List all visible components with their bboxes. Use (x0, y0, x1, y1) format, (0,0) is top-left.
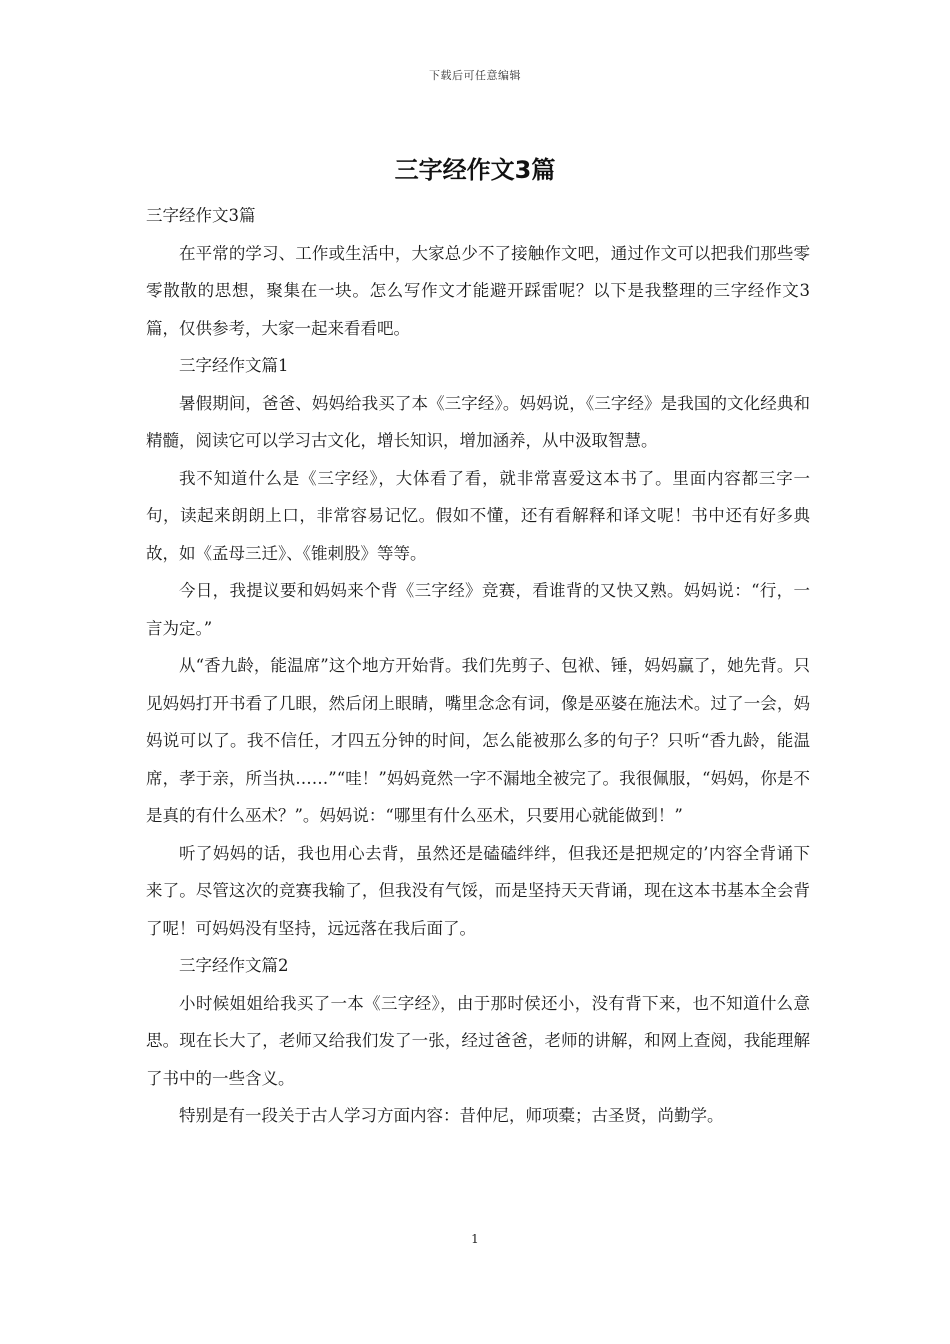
section-heading-2: 三字经作文篇2 (179, 956, 289, 975)
paragraph: 听了妈妈的话，我也用心去背，虽然还是磕磕绊绊，但我还是把规定的’内容全背诵下来了。尽管这次的竞赛我输了，但我没有气馁，而是坚持天天背诵，现在这本书基本全会背了呢！可妈妈没有坚持，远远落在我后面了。 (146, 843, 810, 938)
paragraph: 特别是有一段关于古人学习方面内容：昔仲尼，师项橐；古圣贤，尚勤学。 (179, 1106, 724, 1125)
paragraph: 暑假期间，爸爸、妈妈给我买了本《三字经》。妈妈说，《三字经》是我国的文化经典和精髓，阅读它可以学习古文化，增长知识，增加涵养，从中汲取智慧。 (146, 393, 810, 450)
paragraph: 小时候姐姐给我买了一本《三字经》，由于那时侯还小，没有背下来，也不知道什么意思。现在长大了，老师又给我们发了一张，经过爸爸，老师的讲解，和网上查阅，我能理解了书中的一些含义。 (146, 993, 810, 1088)
paragraph-intro: 在平常的学习、工作或生活中，大家总少不了接触作文吧，通过作文可以把我们那些零零散散的思想，聚集在一块。怎么写作文才能避开踩雷呢？以下是我整理的三字经作文3篇，仅供参考，大家一起来看看吧。 (146, 243, 810, 338)
paragraph: 我不知道什么是《三字经》，大体看了看，就非常喜爱这本书了。里面内容都三字一句，读起来朗朗上口，非常容易记忆。假如不懂，还有看解释和译文呢！书中还有好多典故，如《孟母三迁》、《锥刺股》等等。 (146, 468, 810, 563)
paragraph: 从“香九龄，能温席”这个地方开始背。我们先剪子、包袱、锤，妈妈赢了，她先背。只见妈妈打开书看了几眼，然后闭上眼睛，嘴里念念有词，像是巫婆在施法术。过了一会，妈妈说可以了。我不信任，才四五分钟的时间，怎么能被那么多的句子？只听“香九龄，能温席，孝于亲，所当执……”“哇！”妈妈竟然一字不漏地全被完了。我很佩服，“妈妈，你是不是真的有什么巫术？”。妈妈说：“哪里有什么巫术，只要用心就能做到！” (146, 656, 810, 825)
document-title: 三字经作文3篇 (394, 156, 556, 184)
paragraph: 今日，我提议要和妈妈来个背《三字经》竞赛，看谁背的又快又熟。妈妈说：“行，一言为定。” (146, 581, 810, 638)
section-heading-1: 三字经作文篇1 (179, 356, 289, 375)
header-note: 下载后可任意编辑 (429, 69, 521, 82)
document-body (146, 197, 810, 1135)
page-number: 1 (471, 1232, 479, 1246)
document-subtitle: 三字经作文3篇 (146, 206, 256, 225)
